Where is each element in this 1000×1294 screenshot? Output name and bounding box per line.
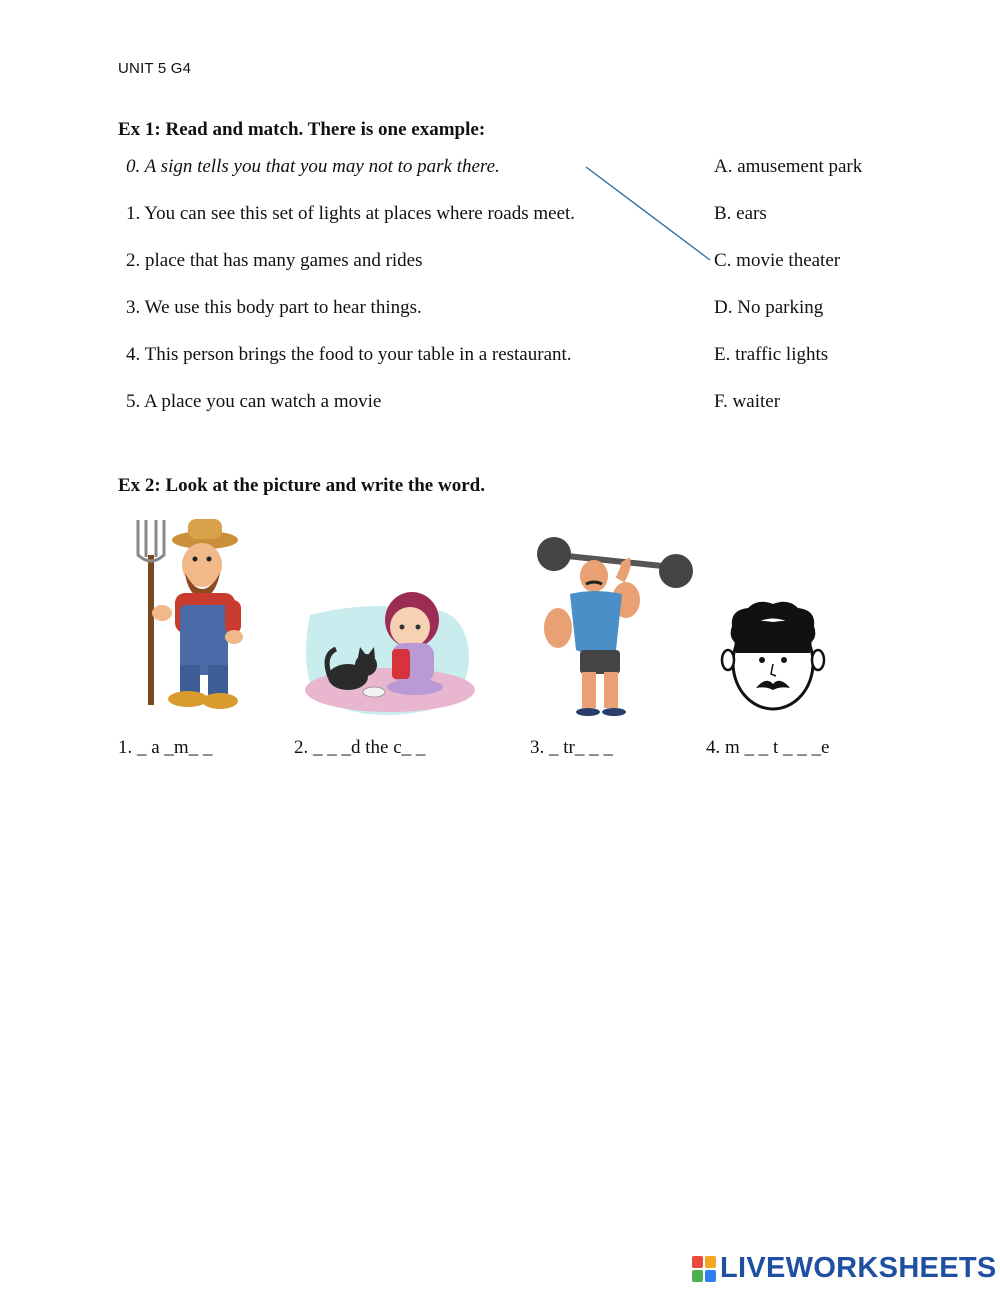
answer-a[interactable]: A. amusement park: [714, 156, 863, 177]
liveworksheets-logo-text: LIVEWORKSHEETS: [720, 1252, 997, 1284]
ex1-heading: Ex 1: Read and match. There is one example:: [118, 119, 486, 140]
word-prompt-4[interactable]: 4. m _ _ t _ _ _e: [706, 737, 830, 758]
mustache-face-illustration: [718, 598, 828, 718]
answer-b[interactable]: B. ears: [714, 203, 767, 224]
answer-c[interactable]: C. movie theater: [714, 250, 841, 271]
question-1: 1. You can see this set of lights at places where roads meet.: [126, 203, 576, 224]
strongman-illustration: [530, 530, 700, 720]
answer-d[interactable]: D. No parking: [714, 297, 824, 318]
question-3: 3. We use this body part to hear things.: [126, 297, 422, 318]
question-5: 5. A place you can watch a movie: [126, 391, 382, 412]
unit-label: UNIT 5 G4: [118, 60, 192, 77]
liveworksheets-logo-icon: [692, 1256, 716, 1282]
word-prompt-1[interactable]: 1. _ a _m_ _: [118, 737, 213, 758]
answer-e[interactable]: E. traffic lights: [714, 344, 829, 365]
question-2: 2. place that has many games and rides: [126, 250, 423, 271]
girl-feeding-cat-illustration: [300, 585, 475, 720]
example-match-line: [0, 0, 1000, 300]
ex2-heading: Ex 2: Look at the picture and write the word.: [118, 475, 485, 496]
word-prompt-3[interactable]: 3. _ tr_ _ _: [530, 737, 613, 758]
farmer-illustration: [130, 515, 250, 715]
question-example: 0. A sign tells you that you may not to park there.: [126, 156, 500, 177]
word-prompt-2[interactable]: 2. _ _ _d the c_ _: [294, 737, 426, 758]
question-4: 4. This person brings the food to your table in a restaurant.: [126, 344, 572, 365]
answer-f[interactable]: F. waiter: [714, 391, 781, 412]
